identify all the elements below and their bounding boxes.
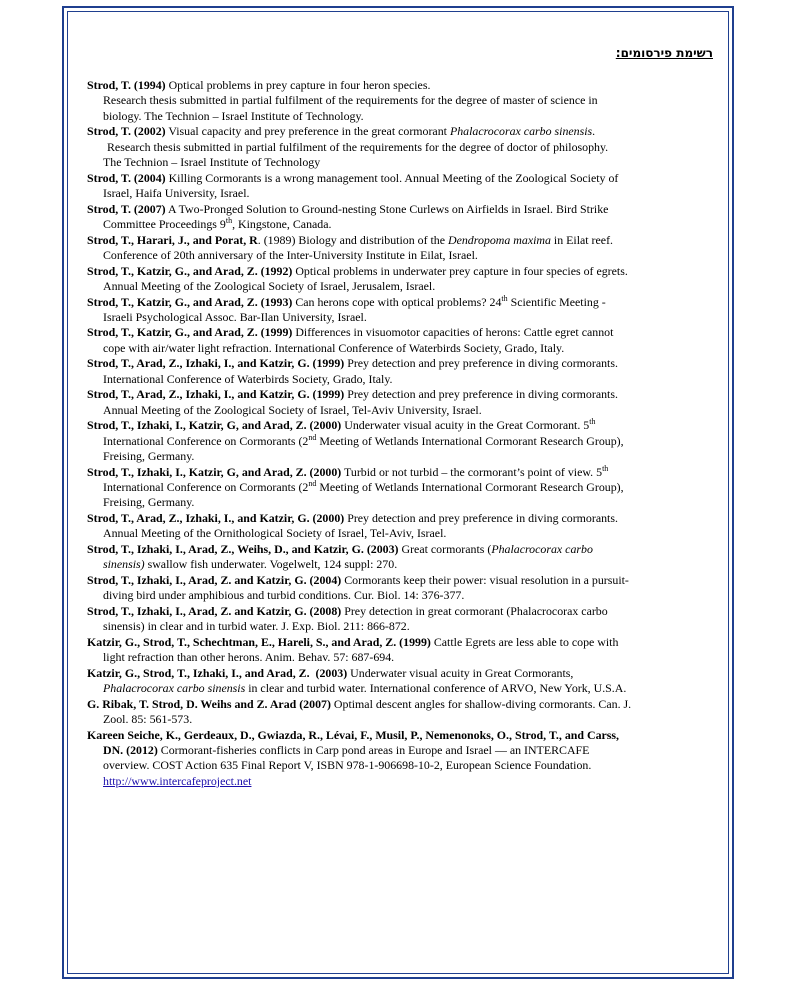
publication-entry [87, 418, 713, 464]
entry-text: in Eilat reef. [550, 232, 614, 247]
entry-authors: Strod, T., Izhaki, I., Arad, Z., Weihs, D., and Katzir, G. (2003) [87, 541, 399, 556]
entry-authors: Strod, T., Arad, Z., Izhaki, I., and Katzir, G. (2000) [87, 511, 345, 525]
page-title: רשימת פירסומים: [615, 46, 713, 60]
entry-text: Optical problems in prey capture in four heron species. [165, 78, 431, 92]
entry-species: Phalacrocorax carbo sinensis [103, 681, 246, 696]
entry-authors: Strod, T., Izhaki, I., Arad, Z. and Katzir, G. (2008) [87, 603, 342, 618]
entry-text: Visual capacity and prey preference in the great cormorant [165, 124, 450, 139]
entry-authors: G. Ribak, T. Strod, D. Weihs and Z. Arad (2007) [87, 696, 331, 711]
entry-text: Prey detection and prey preference in diving cormorants. [344, 511, 618, 525]
entry-text: Meeting of Wetlands International Cormorant Research Group), [316, 433, 624, 448]
intercafe-link[interactable]: http://www.intercafeproject.net [103, 773, 252, 788]
entry-superscript: th [602, 463, 609, 473]
publication-entry [87, 573, 713, 604]
entry-text: Israeli Psychological Assoc. Bar-Ilan University, Israel. [103, 309, 367, 324]
publication-entry [87, 124, 713, 170]
entry-text: Cormorants keep their power: visual resolution in a pursuit- [341, 572, 629, 587]
entry-text: Underwater visual acuity in Great Cormorants, [347, 665, 574, 680]
entry-text: Freising, Germany. [103, 449, 195, 464]
entry-text: Conference of 20th anniversary of the Inter-University Institute in Eilat, Israel. [103, 247, 478, 262]
entry-authors: Strod, T., Izhaki, I., Katzir, G, and Arad, Z. (2000) [87, 464, 342, 479]
entry-text: A Two-Pronged Solution to Ground-nesting Stone Curlews on Airfields in Israel. Bird Strike [165, 201, 609, 216]
entry-text: in clear and turbid water. International conference of ARVO, New York, U.S.A. [245, 681, 627, 696]
entry-text: Great cormorants ( [398, 541, 492, 556]
entry-authors: Strod, T. (2007) [87, 201, 166, 216]
entry-text: Research thesis submitted in partial fulfilment of the requirements for the degree of master of science in [103, 93, 598, 108]
entry-authors: Strod, T., Arad, Z., Izhaki, I., and Katzir, G. (1999) [87, 387, 345, 402]
entry-authors: Strod, T., Katzir, G., and Arad, Z. (1993) [87, 294, 293, 309]
entry-superscript: nd [308, 432, 317, 442]
entry-authors: Strod, T., Izhaki, I., Arad, Z. and Katzir, G. (2004) [87, 572, 342, 587]
entry-superscript: nd [308, 479, 317, 489]
entry-text: Freising, Germany. [103, 495, 195, 510]
entry-authors: Strod, T. (2004) [87, 170, 166, 185]
entry-text: Differences in visuomotor capacities of herons: Cattle egret cannot [292, 325, 614, 340]
entry-text: International Conference on Cormorants (2 [103, 480, 309, 495]
entry-authors: Strod, T. (1994) [87, 78, 166, 92]
entry-text: Turbid or not turbid – the cormorant’s point of view. 5 [341, 464, 603, 479]
entry-superscript: th [501, 293, 508, 303]
entry-text: International Conference on Cormorants (2 [103, 433, 309, 448]
entry-text: cope with air/water light refraction. International Conference of Waterbirds Society, Grado, Italy. [103, 340, 565, 355]
entry-text: Committee Proceedings 9 [103, 216, 226, 231]
publication-entry [87, 728, 713, 789]
entry-text: Cormorant-fisheries conflicts in Carp pond areas in Europe and Israel — an INTERCAFE [157, 743, 590, 758]
entry-authors: Strod, T., Katzir, G., and Arad, Z. (1992) [87, 263, 293, 278]
entry-authors: Strod, T., Izhaki, I., Katzir, G, and Arad, Z. (2000) [87, 418, 342, 433]
entry-text: The Technion – Israel Institute of Technology [103, 154, 321, 169]
entry-species: Phalacrocorax carbo [491, 541, 593, 556]
entry-authors: Strod, T., Harari, J., and Porat, R [87, 232, 258, 247]
entry-superscript: th [225, 215, 233, 225]
entry-text: diving bird under amphibious and turbid conditions. Cur. Biol. 14: 376-377. [103, 588, 465, 603]
entry-species: Dendropoma maxima [448, 232, 551, 247]
entry-species: Phalacrocorax carbo sinensis [449, 124, 593, 139]
publication-entry [87, 697, 713, 728]
publication-entry [87, 325, 713, 356]
publication-entry [87, 511, 713, 542]
entry-text: light refraction than other herons. Anim. Behav. 57: 687-694. [103, 650, 395, 665]
entry-authors: Strod, T., Arad, Z., Izhaki, I., and Katzir, G. (1999) [87, 356, 345, 371]
entry-text: Meeting of Wetlands International Cormorant Research Group), [316, 480, 624, 495]
entry-text: Prey detection and prey preference in diving cormorants. [344, 387, 618, 402]
entry-text: Underwater visual acuity in the Great Cormorant. 5 [341, 418, 590, 433]
entry-authors: Katzir, G., Strod, T., Izhaki, I., and Arad, Z. (2003) [87, 665, 348, 680]
publication-entry [87, 295, 713, 326]
entry-text: . (1989) Biology and distribution of the [257, 232, 448, 247]
entry-text: Cattle Egrets are less able to cope with [430, 634, 619, 649]
publication-entry [87, 604, 713, 635]
entry-authors: Kareen Seiche, K., Gerdeaux, D., Gwiazda, R., Lévai, F., Musil, P., Nemenonoks, O., Strod, T., and Carss, [87, 727, 620, 742]
entry-text: Prey detection in great cormorant (Phalacrocorax carbo [341, 603, 608, 618]
entry-text: , Kingstone, Canada. [232, 216, 332, 231]
entry-text: Annual Meeting of the Zoological Society of Israel, Jerusalem, Israel. [103, 278, 436, 293]
entry-text: Research thesis submitted in partial fulfilment of the requirements for the degree of doctor of philosophy. [107, 139, 609, 154]
entry-text: Prey detection and prey preference in diving cormorants. [344, 356, 618, 371]
publication-entry [87, 465, 713, 511]
publication-entry [87, 171, 713, 202]
entry-text: Annual Meeting of the Ornithological Society of Israel, Tel-Aviv, Israel. [103, 526, 447, 541]
publication-entry [87, 387, 713, 418]
entry-species: sinensis) [103, 557, 145, 572]
entry-text: biology. The Technion – Israel Institute of Technology. [103, 108, 364, 123]
entry-text: Optical problems in underwater prey capture in four species of egrets. [292, 263, 628, 278]
publication-entry [87, 264, 713, 295]
entry-text: Annual Meeting of the Zoological Society of Israel, Tel-Aviv University, Israel. [103, 402, 482, 417]
entry-text: International Conference of Waterbirds Society, Grado, Italy. [103, 371, 393, 386]
publication-entry [87, 202, 713, 233]
entry-superscript: th [589, 417, 596, 427]
publication-entry [87, 635, 713, 666]
entry-text: Can herons cope with optical problems? 24 [292, 294, 502, 309]
publication-entry [87, 233, 713, 264]
entry-text: Israel, Haifa University, Israel. [103, 185, 250, 200]
entry-text: Killing Cormorants is a wrong management tool. Annual Meeting of the Zoological Society of [165, 170, 619, 185]
entry-authors: DN. (2012) [103, 743, 158, 758]
entry-text: overview. COST Action 635 Final Report V, ISBN 978-1-906698-10-2, European Science Foundation. [103, 758, 592, 773]
entry-authors: Strod, T. (2002) [87, 124, 166, 139]
entry-authors: Katzir, G., Strod, T., Schechtman, E., Hareli, S., and Arad, Z. (1999) [87, 634, 431, 649]
entry-text: Zool. 85: 561-573. [103, 712, 193, 727]
entry-text: swallow fish underwater. Vogelwelt, 124 suppl: 270. [144, 557, 398, 572]
publication-entry [87, 78, 713, 124]
entry-text: . [592, 124, 596, 139]
entry-text: Scientific Meeting - [507, 294, 606, 309]
entry-text: sinensis) in clear and in turbid water. J. Exp. Biol. 211: 866-872. [103, 619, 410, 634]
entry-text: Optimal descent angles for shallow-diving cormorants. Can. J. [330, 696, 632, 711]
publication-entry [87, 666, 713, 697]
publication-entry [87, 542, 713, 573]
publication-entry [87, 356, 713, 387]
entry-authors: Strod, T., Katzir, G., and Arad, Z. (1999) [87, 325, 293, 340]
publication-list [87, 78, 713, 789]
